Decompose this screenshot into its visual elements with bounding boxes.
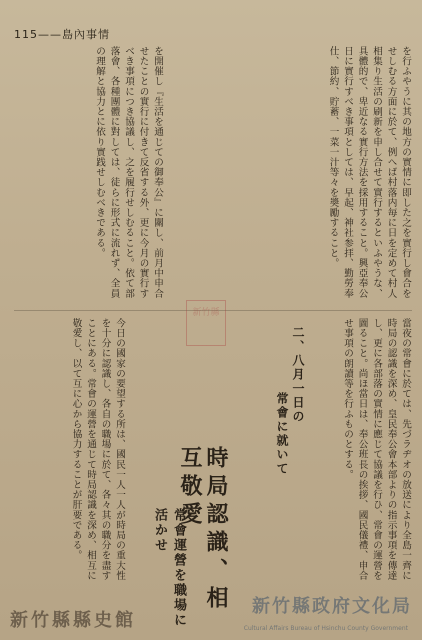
section2-subtitle: 常會に就いて: [275, 392, 289, 476]
bureau-watermark-english: Cultural Affairs Bureau of Hsinchu County Government: [243, 625, 408, 632]
archive-watermark: 新竹縣縣史館: [10, 610, 136, 631]
article-subtitle: 常會運營を職場に活かせ: [152, 508, 186, 628]
bureau-watermark: 新竹縣政府文化局: [252, 596, 412, 617]
library-stamp: 新竹縣: [186, 300, 226, 346]
body-text-top-left: を開催し『生活を通じての御奉公』に關し、前月中申合せたことの實行に付きて反省する外、更に今月の實行すべき事項につき協議し、之を履行せしむること。依て部落會、各種團體に對しては、徒らに形式に流れず、全員の理解と協力とに依り實践せしむべきである。: [94, 46, 163, 299]
article-title: 時局認識、相互敬愛: [177, 446, 228, 614]
running-head: 115——島內事情: [14, 28, 110, 41]
body-text-top-right: を行ふやうに其の地方の實情に即した之を實行し會合をせしむる方面に於て、例へば村落内毎に日を定めて村人相集り生活の刷新を申し合せて實行するといふやうな、具體的で、卑近なる實行方法を採用すること。興亞奉公日に實行すべき事項としては、早起、神社参拝、勤勞奉仕、節約、貯蓄、一菜一汁等々を奬勵すること。: [327, 46, 411, 299]
section2-title: 二、八月一日の: [291, 326, 305, 424]
section2-body: 當夜の常會に於ては、先づラヂオの放送により全島一齊に時局の認識を深め、皇民奉公會本部よりの指示事項を傳達し、更に各部落の實情に應じて協議を行ひ、常會の運營を圖ること。尚ほ當日は、奉公班長の挨拶、國民儀禮、申合せ事項の朗讀等を行ふものとする。: [342, 318, 411, 581]
body-text-bottom-left: 今日の國家の要望する所は、國民一人一人が時局の重大性を十分に認識し、各自の職場に於て、各々其の職分を盡すことにある。常會の運營を通じて時局認識を深め、相互に敬愛し、以て互に心から協力することが肝要である。: [70, 318, 125, 581]
